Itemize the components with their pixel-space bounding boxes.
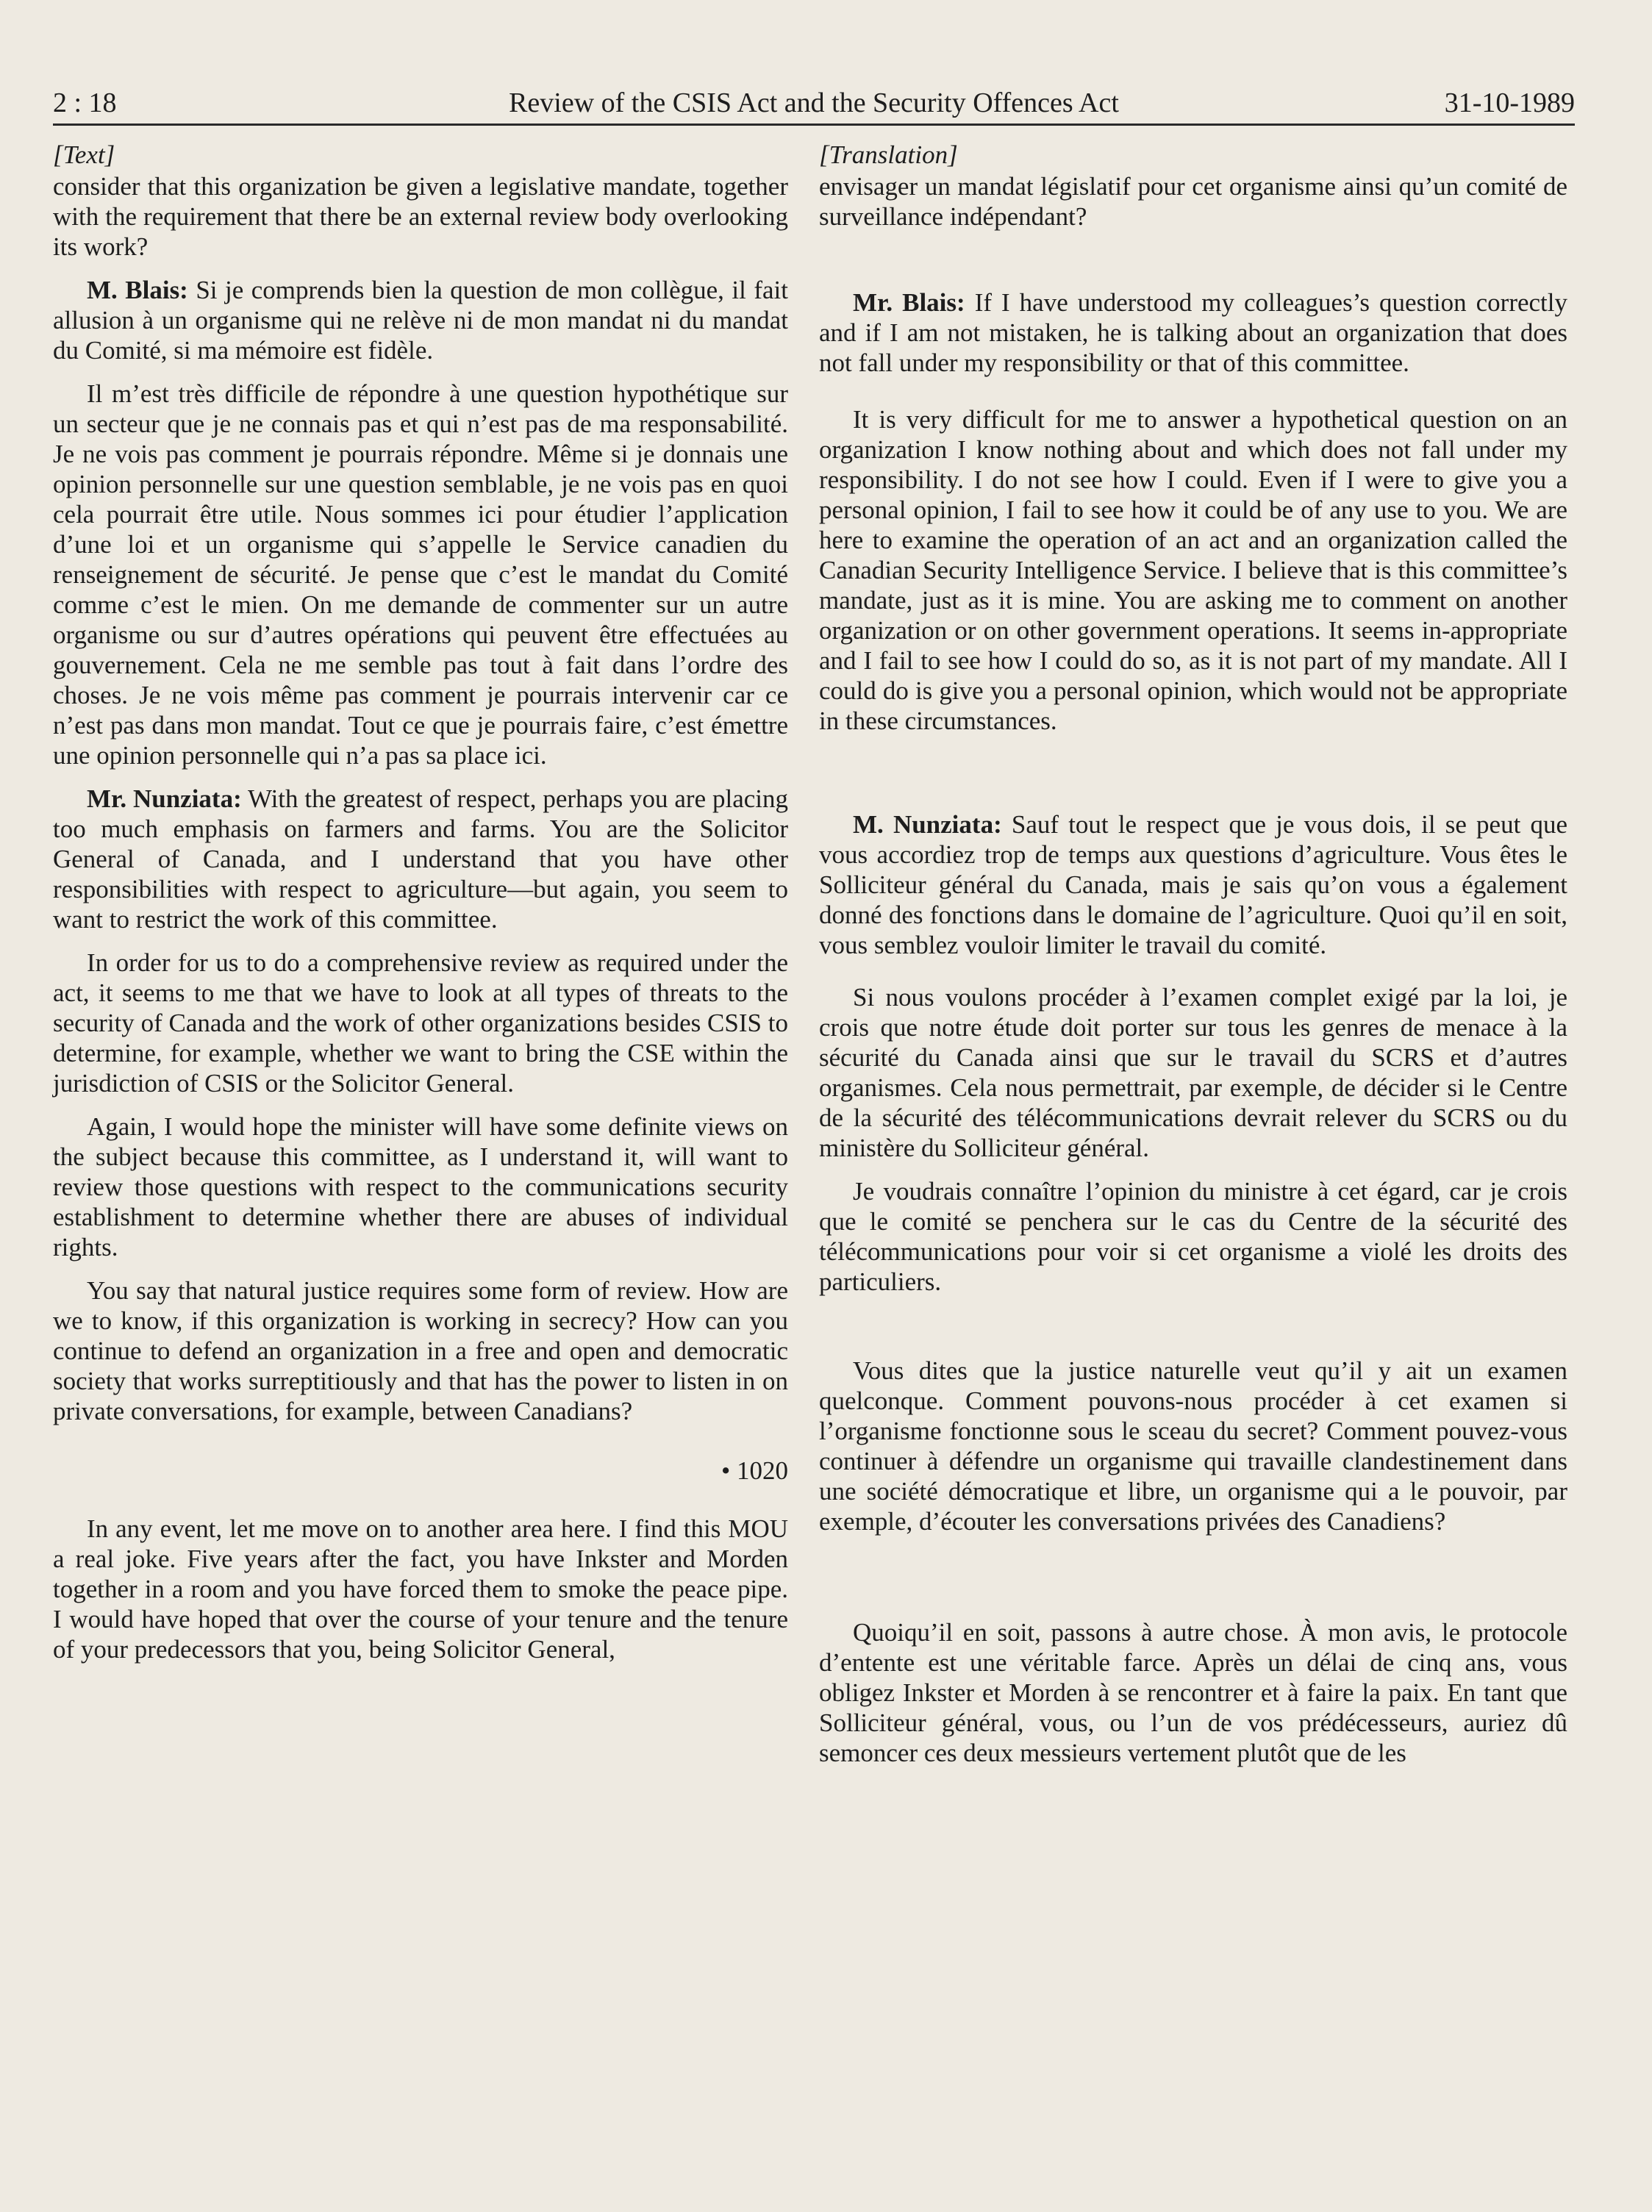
paragraph bbox=[819, 809, 1567, 960]
running-header bbox=[53, 79, 1575, 126]
paragraph: envisager un mandat législatif pour cet organisme ainsi qu’un comité de surveillance indépendant? bbox=[819, 172, 1567, 231]
paragraph: Again, I would hope the minister will have some definite views on the subject because this committee, as I understand it, will want to review those questions with respect to the communications security establishment to determine whether there are abuses of individual rights. bbox=[53, 1112, 788, 1261]
speaker-name: M. Nunziata: bbox=[853, 810, 1002, 839]
speech-text: If I have understood my colleagues’s question correctly and if I am not mistaken, he is talking about an organization that does not fall under my responsibility or that of this committee. bbox=[819, 288, 1567, 377]
speech-text: Si je comprends bien la question de mon collègue, il fait allusion à un organisme qui ne relève ni de mon mandat ni du mandat du Comité, si ma mémoire est fidèle. bbox=[53, 276, 788, 365]
header-title: Review of the CSIS Act and the Security Offences Act bbox=[509, 87, 1119, 118]
paragraph bbox=[819, 287, 1567, 378]
paragraph: Il m’est très difficile de répondre à une question hypothétique sur un secteur que je ne connais pas et qui n’est pas de ma responsabilité. Je ne vois pas comment je pourrais répondre. Même si je donnais une opinion personnelle sur une question semblable, je ne vois pas en quoi cela pourrait être utile. Nous sommes ici pour étudier l’application d’une loi et un organisme qui s’appelle le Service canadien du renseignement de sécurité. Je pense que c’est le mandat du Comité comme c’est le mien. On me demande de commenter sur un autre organisme ou sur d’autres opérations qui peuvent être effectuées au gouvernement. Cela ne me semble pas tout à fait dans l’ordre des choses. Je ne vois même pas comment je pourrais intervenir car ce n’est pas dans mon mandat. Tout ce que je pourrais faire, c’est émettre une opinion personnelle qui n’a pas sa place ici. bbox=[53, 379, 788, 770]
paragraph: consider that this organization be given a legislative mandate, together with the requirement that there be an external review body overlooking its work? bbox=[53, 172, 788, 261]
page-number: 2 : 18 bbox=[53, 87, 117, 118]
paragraph: You say that natural justice requires some form of review. How are we to know, if this organization is working in secrecy? How can you continue to defend an organization in a free and open and democratic society that works surreptitiously and that has the power to listen in on private conversations, for example, between Canadians? bbox=[53, 1276, 788, 1425]
paragraph: In order for us to do a comprehensive review as required under the act, it seems to me that we have to look at all types of threats to the security of Canada and the work of other organizations besides CSIS to determine, for example, whether we want to bring the CSE within the jurisdiction of CSIS or the Solicitor General. bbox=[53, 948, 788, 1098]
speech-text: Sauf tout le respect que je vous dois, il se peut que vous accordiez trop de temps aux questions d’agriculture. Vous êtes le Solliciteur général du Canada, mais je sais qu’on vous a également donné des fonctions dans le domaine de l’agriculture. Quoi qu’il en soit, vous semblez vouloir limiter le travail du comité. bbox=[819, 810, 1568, 959]
text-label: [Text] bbox=[53, 140, 115, 169]
paragraph bbox=[53, 275, 788, 365]
paragraph bbox=[53, 784, 788, 934]
speaker-name: M. Blais: bbox=[87, 276, 188, 304]
time-marker: • 1020 bbox=[720, 1456, 788, 1485]
header-date: 31-10-1989 bbox=[1444, 87, 1575, 118]
speech-text: With the greatest of respect, perhaps you are placing too much emphasis on farmers and farms. You are the Solicitor General of Canada, and I understand that you have other responsibilities with respect to agriculture—but again, you seem to want to restrict the work of this committee. bbox=[53, 784, 788, 934]
translation-label: [Translation] bbox=[819, 140, 958, 169]
speaker-name: Mr. Nunziata: bbox=[87, 784, 242, 813]
paragraph: Quoiqu’il en soit, passons à autre chose. À mon avis, le protocole d’entente est une véritable farce. Après un délai de cinq ans, vous obligez Inkster et Morden à se rencontrer et à faire la paix. En tant que Solliciteur général, vous, ou l’un de vos prédécesseurs, auriez dû semoncer ces deux messieurs vertement plutôt que de les bbox=[819, 1618, 1567, 1767]
speaker-name: Mr. Blais: bbox=[853, 288, 965, 317]
right-column bbox=[819, 140, 1567, 1768]
paragraph: Si nous voulons procéder à l’examen complet exigé par la loi, je crois que notre étude doit porter sur tous les genres de menace à la sécurité du Canada ainsi que sur le travail du SCRS et d’autres organismes. Cela nous permettrait, par exemple, de décider si le Centre de la sécurité des télécommunications devrait relever du SCRS ou du ministère du Solliciteur général. bbox=[819, 983, 1567, 1162]
paragraph: Je voudrais connaître l’opinion du ministre à cet égard, car je crois que le comité se penchera sur le cas du Centre de la sécurité des télécommunications pour voir si cet organisme a violé les droits des particuliers. bbox=[819, 1177, 1567, 1296]
paragraph: It is very difficult for me to answer a hypothetical question on an organization I know nothing about and which does not fall under my responsibility. I do not see how I could. Even if I were to give you a personal opinion, I fail to see how it could be of any use to you. We are here to examine the operation of an act and an organization called the Canadian Security Intelligence Service. I believe that is this committee’s mandate, just as it is mine. You are asking me to comment on another organization or on other government operations. It seems in-appropriate and I fail to see how I could do so, as it is not part of my mandate. All I could do is give you a personal opinion, which would not be appropriate in these circumstances. bbox=[819, 405, 1567, 735]
paragraph: In any event, let me move on to another area here. I find this MOU a real joke. Five years after the fact, you have Inkster and Morden together in a room and you have forced them to smoke the peace pipe. I would have hoped that over the course of your tenure and the tenure of your predecessors that you, being Solicitor General, bbox=[53, 1514, 788, 1664]
left-column bbox=[53, 140, 788, 1664]
paragraph: Vous dites que la justice naturelle veut qu’il y ait un examen quelconque. Comment pouvons-nous procéder à cet examen si l’organisme fonctionne sous le sceau du secret? Comment pouvez-vous continuer à défendre un organisme qui travaille clandestinement dans une société démocratique et libre, un organisme qui a le pouvoir, par exemple, d’écouter les conversations privées des Canadiens? bbox=[819, 1356, 1567, 1536]
